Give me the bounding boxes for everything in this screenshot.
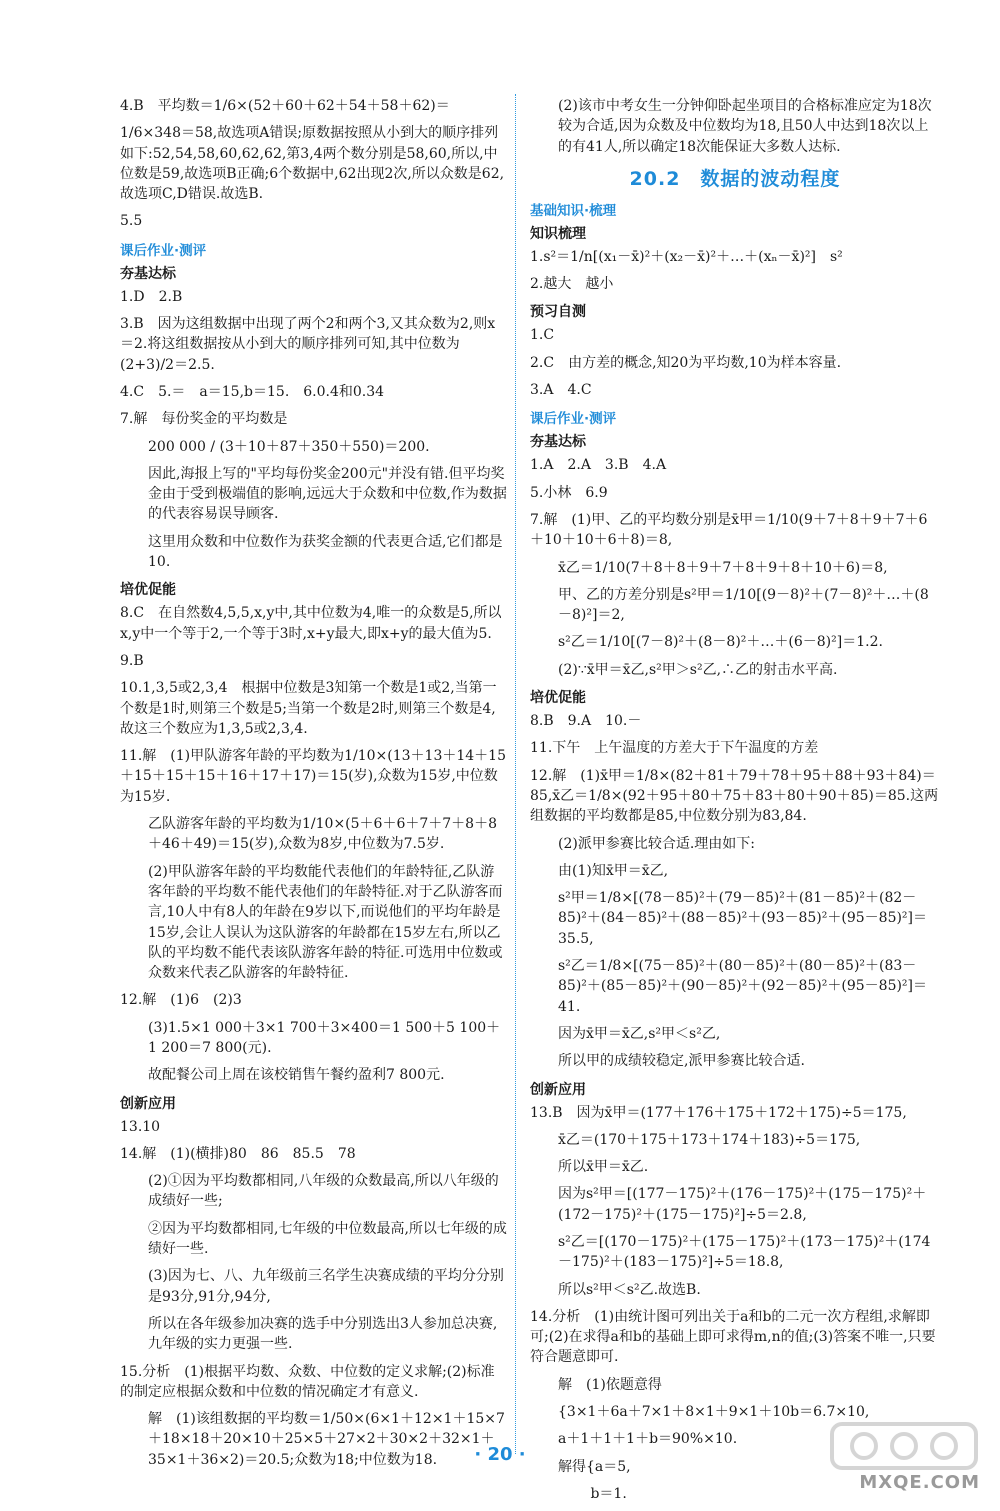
left-line: 所以在各年级参加决赛的选手中分别选出3人参加总决赛,九年级的实力更强一些. xyxy=(148,1315,498,1353)
right-line: (2)该市中考女生一分钟仰卧起坐项目的合格标准应定为18次较为合适,因为众数及中位数均为18,且50人中达到18次以上的有41人,所以确定18次能保证大多数人达标. xyxy=(558,98,932,155)
right-line: 夯基达标 xyxy=(530,434,586,451)
left-line: 解 (1)该组数据的平均数＝1/50×(6×1＋12×1＋15×7＋18×18＋20×10＋25×5＋27×2＋30×2＋32×1＋35×1＋36×2)＝20.5;众数为18;中位数为18. xyxy=(148,1411,505,1468)
left-line: 1/6×348＝58,故选项A错误;原数据按照从小到大的顺序排列如下:52,54,58,60,62,62,第3,4两个数分别是58,60,所以,中位数是59,故选项B正确;6个数据中,62出现2次,所以众数是62,故选项C,D错误.故选B. xyxy=(120,125,505,203)
right-line: s²乙＝1/10[(7－8)²＋(8－8)²＋…＋(6－8)²]＝1.2. xyxy=(558,634,883,651)
right-line: 5.小林 6.9 xyxy=(530,484,608,501)
right-line: 培优促能 xyxy=(530,690,586,707)
right-line: 甲、乙的方差分别是s²甲＝1/10[(9－8)²＋(7－8)²＋…＋(8－8)²]＝2, xyxy=(558,586,929,624)
left-line: 8.C 在自然数4,5,5,x,y中,其中位数为4,唯一的众数是5,所以x,y中一个等于2,一个等于3时,x+y最大,即x+y的最大值为5. xyxy=(120,605,502,642)
right-line: 因为s²甲＝[(177－175)²＋(176－175)²＋(175－175)²＋(172－175)²＋(175－175)²]÷5＝2.8, xyxy=(558,1186,927,1223)
right-line: (2)∵x̄甲＝x̄乙,s²甲＞s²乙,∴乙的射击水平高. xyxy=(558,661,838,678)
left-line: 创新应用 xyxy=(120,1095,176,1112)
right-line: 由(1)知x̄甲＝x̄乙, xyxy=(558,862,669,879)
right-line: 所以甲的成绩较稳定,派甲参赛比较合适. xyxy=(558,1053,805,1070)
right-line: 创新应用 xyxy=(530,1081,586,1098)
right-line: 11.下午 上午温度的方差大于下午温度的方差 xyxy=(530,740,819,757)
left-line: 13.10 xyxy=(120,1118,161,1135)
right-line: 课后作业·测评 xyxy=(530,411,617,428)
right-line: 知识梳理 xyxy=(530,225,586,242)
right-line: 因为x̄甲＝x̄乙,s²甲＜s²乙, xyxy=(558,1025,721,1042)
right-line: 20.2 数据的波动程度 xyxy=(629,167,841,190)
right-line: s²甲＝1/8×[(78－85)²＋(79－85)²＋(81－85)²＋(82－85)²＋(84－85)²＋(88－85)²＋(93－85)²＋(95－85)²]＝35.5, xyxy=(558,890,928,947)
page-number: · 20 · xyxy=(474,1444,526,1465)
left-line: (2)①因为平均数都相同,八年级的众数最高,所以八年级的成绩好一些; xyxy=(148,1173,499,1210)
left-line: 这里用众数和中位数作为获奖金额的代表更合适,它们都是10. xyxy=(148,533,503,571)
left-line: 故配餐公司上周在该校销售午餐约盈利7 800元. xyxy=(148,1067,445,1084)
right-line: 13.B 因为x̄甲＝(177＋176＋175＋172＋175)÷5＝175, xyxy=(530,1104,907,1121)
left-line: (2)甲队游客年龄的平均数能代表他们的年龄特征,乙队游客年龄的平均数不能代表他们的年龄特征.对于乙队游客而言,10人中有8人的年龄在9岁以下,而说他们的平均年龄是15岁,会让人误认为这队游客的年龄都在15岁左右,所以乙队的平均数不能代表该队游客年龄的特征.可选用中位数或众数来代表乙队游客的年龄特征. xyxy=(148,863,503,982)
right-line: 1.A 2.A 3.B 4.A xyxy=(530,457,667,474)
right-line: 预习自测 xyxy=(530,304,586,321)
right-line: 2.C 由方差的概念,知20为平均数,10为样本容量. xyxy=(530,354,842,371)
right-line: 所以s²甲＜s²乙.故选B. xyxy=(558,1281,701,1298)
right-line: 14.分析 (1)由统计图可列出关于a和b的二元一次方程组,求解即可;(2)在求得a和b的基础上即可求得m,n的值;(3)答案不唯一,只要符合题意即可. xyxy=(530,1308,936,1366)
left-line: 200 000 / (3＋10＋87＋350＋550)＝200. xyxy=(148,438,430,455)
right-line: 7.解 (1)甲、乙的平均数分别是x̄甲＝1/10(9＋7＋8＋9＋7＋6＋10＋10＋6＋8)＝8, xyxy=(530,511,928,549)
right-line: 2.越大 越小 xyxy=(530,276,614,293)
left-column xyxy=(120,96,508,1477)
left-line: 9.B xyxy=(120,652,144,669)
right-line: 12.解 (1)x̄甲＝1/8×(82＋81＋79＋78＋95＋88＋93＋84)＝85,x̄乙＝1/8×(92＋95＋80＋75＋83＋80＋90＋85)＝85.这两组数据的平均数都是85,中位数分别为83,84. xyxy=(530,767,939,825)
column-divider xyxy=(515,94,516,1454)
right-line: 所以x̄甲＝x̄乙. xyxy=(558,1159,649,1176)
left-line: 10.1,3,5或2,3,4 根据中位数是3知第一个数是1或2,当第一个数是1时,则第三个数是5;当第一个数是2时,则第三个数是4,故这三个数应为1,3,5或2,3,4. xyxy=(120,680,497,737)
right-line: {3×1＋6a＋7×1＋8×1＋9×1＋10b＝6.7×10, xyxy=(558,1404,870,1421)
left-line: 14.解 (1)(横排)80 86 85.5 78 xyxy=(120,1145,356,1162)
left-line: 乙队游客年龄的平均数为1/10×(5＋6＋6＋7＋7＋8＋8＋46＋49)＝15(岁),众数为8岁,中位数为7.5岁. xyxy=(148,816,497,853)
right-line: (2)派甲参赛比较合适.理由如下: xyxy=(558,835,755,852)
left-line: (3)1.5×1 000＋3×1 700＋3×400＝1 500＋5 100＋1 200＝7 800(元). xyxy=(148,1019,501,1056)
right-line: s²乙＝1/8×[(75－85)²＋(80－85)²＋(80－85)²＋(83－85)²＋(85－85)²＋(90－85)²＋(92－85)²＋(95－85)²]＝41. xyxy=(558,958,928,1015)
left-line: 夯基达标 xyxy=(120,265,176,282)
left-line: 15.分析 (1)根据平均数、众数、中位数的定义求解;(2)标准的制定应根据众数和中位数的情况确定才有意义. xyxy=(120,1363,495,1400)
right-line: a＋1＋1＋1＋b＝90%×10. xyxy=(558,1431,738,1448)
left-line: 课后作业·测评 xyxy=(120,242,207,259)
right-line: 解得{a＝5, xyxy=(558,1458,631,1475)
right-line: 1.C xyxy=(530,327,555,344)
right-line: 基础知识·梳理 xyxy=(530,202,617,219)
right-line: 1.s²＝1/n[(x₁－x̄)²＋(x₂－x̄)²＋…＋(xₙ－x̄)²] s² xyxy=(530,248,843,265)
left-line: 因此,海报上写的"平均每份奖金200元"并没有错.但平均奖金由于受到极端值的影响,远远大于众数和中位数,作为数据的代表容易误导顾客. xyxy=(148,465,507,523)
left-line: 培优促能 xyxy=(120,582,176,599)
left-line: 7.解 每份奖金的平均数是 xyxy=(120,411,288,428)
right-line: 解 (1)依题意得 xyxy=(558,1376,662,1393)
left-line: 5.5 xyxy=(120,213,143,230)
right-line: s²乙＝[(170－175)²＋(175－175)²＋(173－175)²＋(174－175)²＋(183－175)²]÷5＝18.8, xyxy=(558,1233,931,1271)
right-line: b＝1. xyxy=(558,1485,627,1502)
right-line: 3.A 4.C xyxy=(530,382,592,399)
watermark-text: MXQE.COM xyxy=(859,1472,980,1493)
left-line: 4.B 平均数＝1/6×(52＋60＋62＋54＋58＋62)＝ xyxy=(120,98,450,114)
right-column xyxy=(530,96,940,1511)
left-line: 12.解 (1)6 (2)3 xyxy=(120,992,242,1009)
right-line: 8.B 9.A 10.－ xyxy=(530,713,642,730)
left-line: 1.D 2.B xyxy=(120,288,183,305)
right-line: x̄乙＝1/10(7＋8＋8＋9＋7＋8＋9＋8＋10＋6)＝8, xyxy=(558,559,888,576)
left-line: 11.解 (1)甲队游客年龄的平均数为1/10×(13＋13＋14＋15＋15＋15＋15＋16＋17＋17)＝15(岁),众数为15岁,中位数为15岁. xyxy=(120,748,506,805)
left-line: 4.C 5.＝ a＝15,b＝15. 6.0.4和0.34 xyxy=(120,383,385,400)
left-line: 3.B 因为这组数据中出现了两个2和两个3,又其众数为2,则x＝2.将这组数据按从小到大的顺序排列可知,其中位数为(2+3)/2＝2.5. xyxy=(120,316,496,373)
right-line: x̄乙＝(170＋175＋173＋174＋183)÷5＝175, xyxy=(558,1131,861,1148)
left-line: (3)因为七、八、九年级前三名学生决赛成绩的平均分分别是93分,91分,94分, xyxy=(148,1268,504,1305)
left-line: ②因为平均数都相同,七年级的中位数最高,所以七年级的成绩好一些. xyxy=(148,1220,507,1258)
